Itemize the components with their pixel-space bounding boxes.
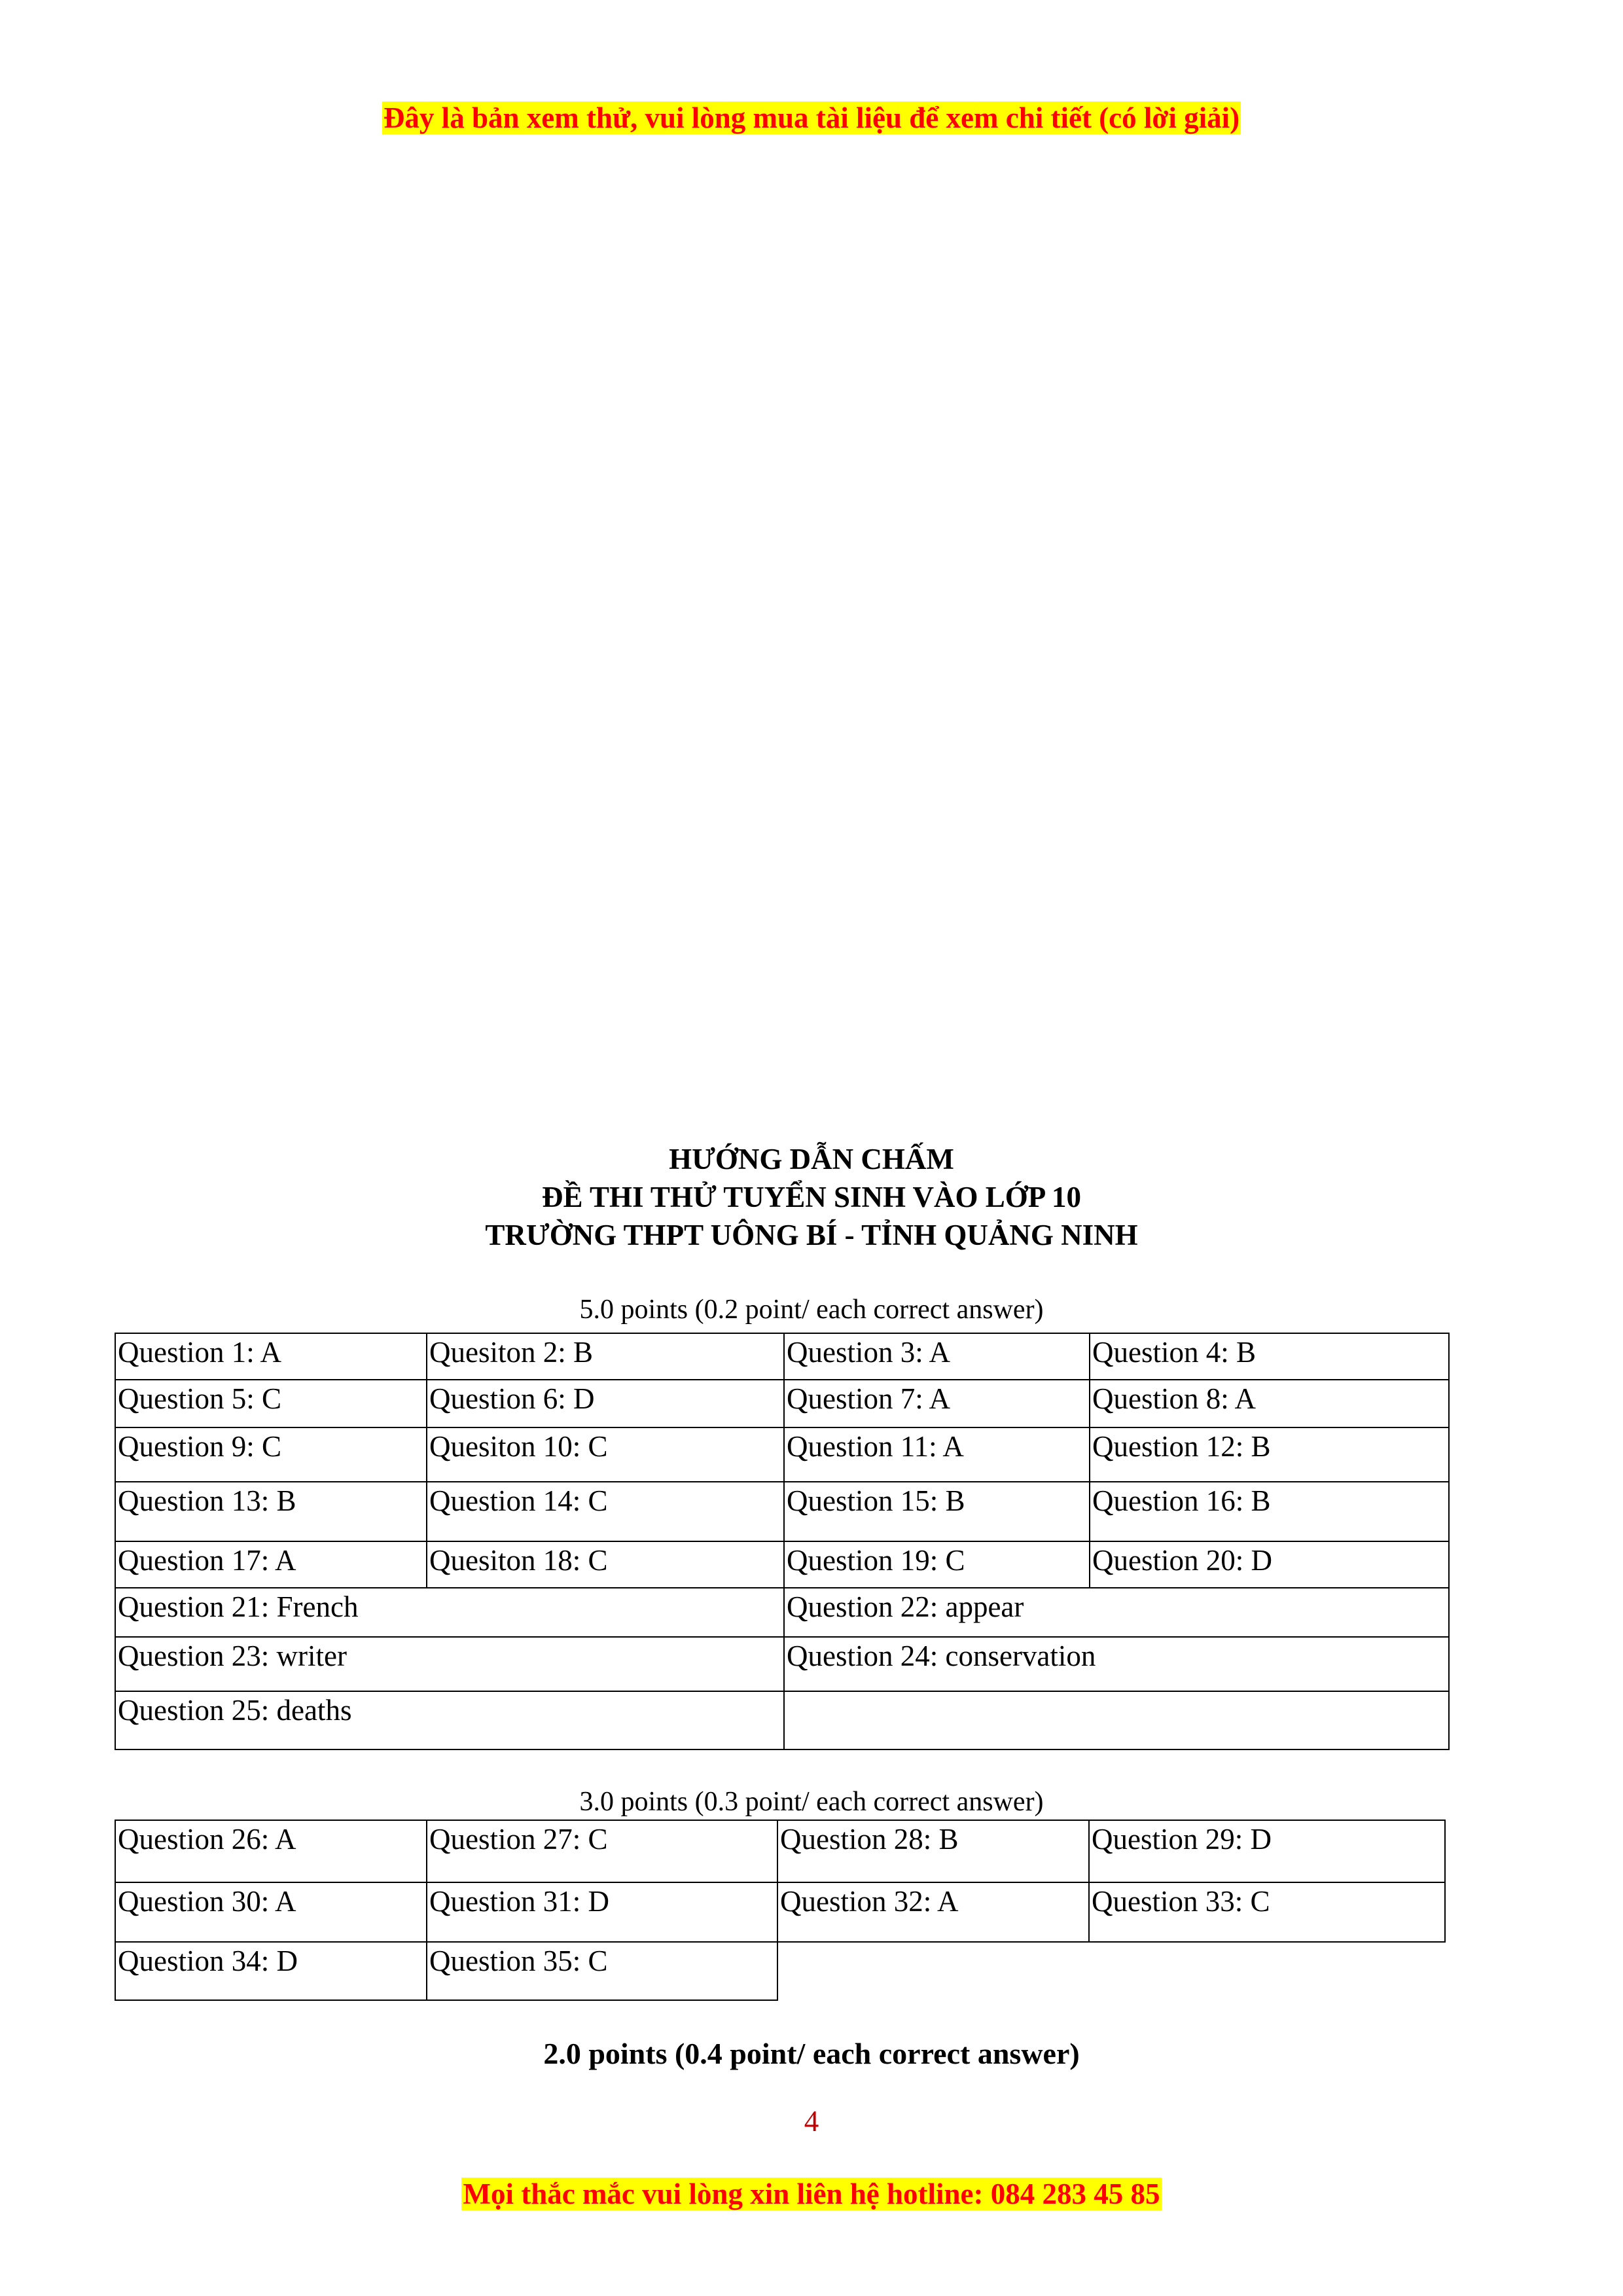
answer-cell: Question 26: A (115, 1820, 427, 1882)
answer-cell: Question 6: D (427, 1380, 784, 1427)
answer-cell: Question 33: C (1089, 1882, 1445, 1942)
answer-cell: Quesiton 18: C (427, 1541, 784, 1588)
answer-cell: Question 3: A (784, 1333, 1090, 1380)
answer-cell: Question 16: B (1090, 1482, 1449, 1541)
answer-cell: Question 29: D (1089, 1820, 1445, 1882)
answer-cell: Question 8: A (1090, 1380, 1449, 1427)
table-row (115, 1541, 1449, 1588)
table-row (115, 1882, 1445, 1942)
answer-cell: Question 9: C (115, 1427, 427, 1482)
answer-cell: Question 1: A (115, 1333, 427, 1380)
table-row (115, 1333, 1449, 1380)
heading-line-3: TRƯỜNG THPT UÔNG BÍ - TỈNH QUẢNG NINH (485, 1219, 1138, 1251)
answer-table-section-2 (115, 1820, 1446, 2001)
answer-cell: Question 19: C (784, 1541, 1090, 1588)
page-number: 4 (804, 2105, 819, 2138)
answer-cell: Question 20: D (1090, 1541, 1449, 1588)
answer-cell: Quesiton 10: C (427, 1427, 784, 1482)
answer-cell: Question 22: appear (784, 1588, 1449, 1637)
empty-cell (1089, 1942, 1445, 2000)
heading-line-1: HƯỚNG DẪN CHẤM (669, 1143, 954, 1175)
answer-cell: Question 4: B (1090, 1333, 1449, 1380)
document-heading (0, 1140, 1623, 1254)
answer-cell: Question 30: A (115, 1882, 427, 1942)
answer-cell: Question 17: A (115, 1541, 427, 1588)
answer-cell (784, 1691, 1449, 1749)
answer-cell: Question 15: B (784, 1482, 1090, 1541)
answer-cell: Question 34: D (115, 1942, 427, 2000)
empty-cell (777, 1942, 1089, 2000)
answer-cell: Question 25: deaths (115, 1691, 784, 1749)
answer-cell: Question 21: French (115, 1588, 784, 1637)
section-1-caption: 5.0 points (0.2 point/ each correct answer) (579, 1295, 1044, 1325)
heading-line-2: ĐỀ THI THỬ TUYỂN SINH VÀO LỚP 10 (542, 1181, 1081, 1213)
top-preview-banner (0, 98, 1623, 137)
answer-cell: Question 5: C (115, 1380, 427, 1427)
answer-cell: Question 32: A (777, 1882, 1089, 1942)
bottom-hotline-banner-text: Mọi thắc mắc vui lòng xin liên hệ hotline: 084 283 45 85 (463, 2178, 1160, 2210)
table-row (115, 1482, 1449, 1541)
answer-cell: Question 35: C (427, 1942, 777, 2000)
answer-cell: Question 7: A (784, 1380, 1090, 1427)
answer-cell: Question 27: C (427, 1820, 777, 1882)
answer-cell: Quesiton 2: B (427, 1333, 784, 1380)
table-row (115, 1691, 1449, 1749)
answer-cell: Question 14: C (427, 1482, 784, 1541)
answer-cell: Question 28: B (777, 1820, 1089, 1882)
answer-cell: Question 13: B (115, 1482, 427, 1541)
answer-table-section-1 (115, 1333, 1450, 1750)
table-row (115, 1427, 1449, 1482)
answer-cell: Question 24: conservation (784, 1637, 1449, 1691)
table-row (115, 1588, 1449, 1637)
table-row (115, 1942, 1445, 2000)
answer-cell: Question 31: D (427, 1882, 777, 1942)
section-2-caption: 3.0 points (0.3 point/ each correct answer) (579, 1787, 1044, 1817)
answer-cell: Question 12: B (1090, 1427, 1449, 1482)
answer-cell: Question 23: writer (115, 1637, 784, 1691)
table-row (115, 1820, 1445, 1882)
section-3-caption: 2.0 points (0.4 point/ each correct answer) (543, 2037, 1080, 2070)
table-row (115, 1380, 1449, 1427)
bottom-hotline-banner (0, 2174, 1623, 2214)
answer-cell: Question 11: A (784, 1427, 1090, 1482)
table-row (115, 1637, 1449, 1691)
top-preview-banner-text: Đây là bản xem thử, vui lòng mua tài liệu để xem chi tiết (có lời giải) (383, 101, 1240, 134)
